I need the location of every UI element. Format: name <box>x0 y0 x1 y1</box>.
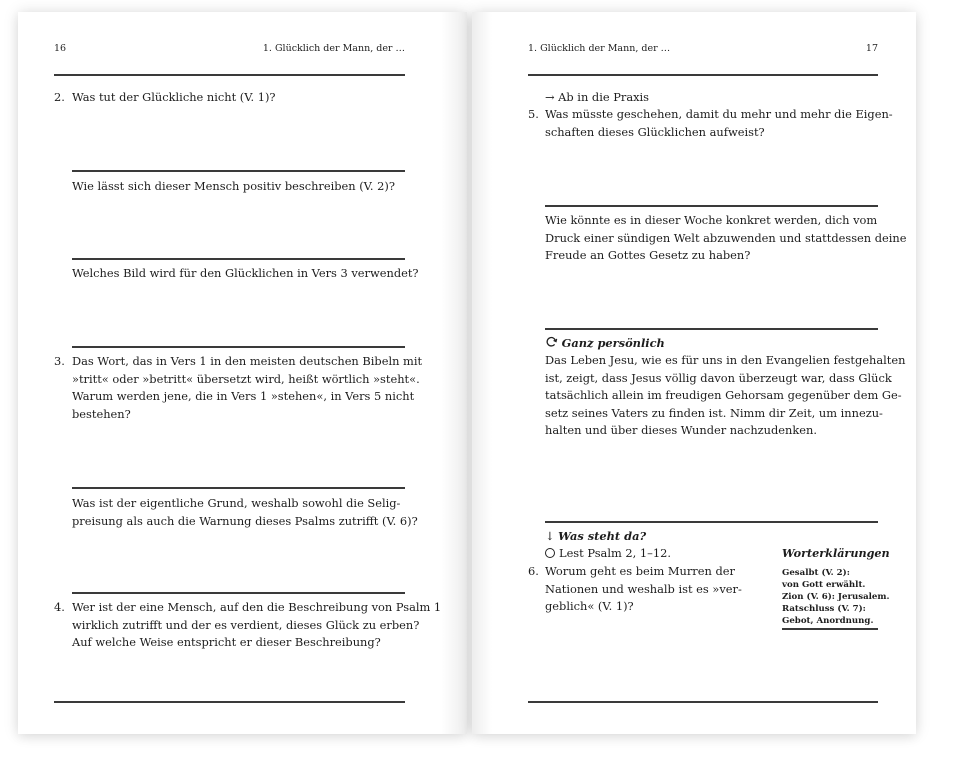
text-line: Freude an Gottes Gesetz zu haben? <box>545 248 751 262</box>
text-line: Druck einer sündigen Welt abzuwenden und stattdessen deine <box>545 230 907 245</box>
text-line: geblich« (V. 1)? <box>545 599 634 613</box>
gutter-shadow <box>472 12 492 734</box>
read-text: Lest Psalm 2, 1–12. <box>559 546 671 560</box>
text-line: bestehen? <box>72 406 131 421</box>
question-paragraph <box>545 563 742 616</box>
text-line: preisung als auch die Warnung dieses Psalms zutrifft (V. 6)? <box>72 513 418 528</box>
arrow-down-icon: ↓ <box>545 529 555 543</box>
text-line: schaften dieses Glücklichen aufweist? <box>545 124 765 139</box>
right-page <box>472 12 916 734</box>
question-paragraph <box>545 106 893 141</box>
praxis-heading-row <box>545 89 649 107</box>
page-number: 17 <box>865 43 878 54</box>
question-paragraph <box>72 353 422 423</box>
text-line: »tritt« oder »betritt« übersetzt wird, heißt wörtlich »steht«. <box>72 371 420 386</box>
question-paragraph <box>545 212 907 265</box>
question-number: 5. <box>528 107 539 121</box>
checkbox-circle[interactable] <box>545 548 555 558</box>
answer-line[interactable] <box>545 328 878 330</box>
left-page <box>18 12 467 734</box>
section-heading: Ab in die Praxis <box>558 90 650 104</box>
text-line: Nationen und weshalb ist es »ver- <box>545 581 742 596</box>
steht-heading-row <box>545 528 646 546</box>
glossary-title: Worterklärungen <box>782 546 890 560</box>
read-instruction <box>545 545 671 563</box>
text-line: Das Leben Jesu, wie es für uns in den Evangelien festgehalten <box>545 353 906 367</box>
section-heading: Was steht da? <box>558 529 647 543</box>
text-line: setz seines Vaters zu finden ist. Nimm dir Zeit, um innezu- <box>545 405 883 420</box>
header-rule <box>528 74 878 76</box>
question-paragraph <box>72 599 441 652</box>
text-line: Was ist der eigentliche Grund, weshalb sowohl die Selig- <box>72 496 401 510</box>
glossary-line: Gesalbt (V. 2): <box>782 568 850 578</box>
question-text: Wie lässt sich dieser Mensch positiv beschreiben (V. 2)? <box>72 179 395 193</box>
answer-line[interactable] <box>72 592 405 594</box>
answer-line[interactable] <box>72 258 405 260</box>
question-text: Was tut der Glückliche nicht (V. 1)? <box>72 90 276 104</box>
question-number: 3. <box>54 354 65 368</box>
personal-paragraph <box>545 352 905 440</box>
answer-line[interactable] <box>528 701 878 703</box>
glossary-line: Gebot, Anordnung. <box>782 616 874 626</box>
arrow-right-icon: → <box>545 90 555 104</box>
text-line: Warum werden jene, die in Vers 1 »stehen«, in Vers 5 nicht <box>72 389 415 403</box>
answer-line[interactable] <box>545 205 878 207</box>
glossary-line: von Gott erwählt. <box>782 580 866 590</box>
text-line: Wie könnte es in dieser Woche konkret werden, dich vom <box>545 213 878 227</box>
question-number: 6. <box>528 564 539 578</box>
text-line: ist, zeigt, dass Jesus völlig davon überzeugt war, dass Glück <box>545 370 892 385</box>
text-line: Was müsste geschehen, damit du mehr und mehr die Eigen- <box>545 107 893 121</box>
text-line: Auf welche Weise entspricht er dieser Beschreibung? <box>72 635 381 649</box>
gutter-shadow <box>441 12 467 734</box>
text-line: Das Wort, das in Vers 1 in den meisten deutschen Bibeln mit <box>72 354 423 368</box>
personal-heading-row <box>545 335 665 353</box>
text-line: Worum geht es beim Murren der <box>545 564 735 578</box>
section-rule <box>545 521 878 523</box>
glossary-list <box>782 567 889 627</box>
answer-line[interactable] <box>72 487 405 489</box>
answer-line[interactable] <box>54 701 405 703</box>
running-title: 1. Glücklich der Mann, der … <box>528 43 671 54</box>
text-line: Wer ist der eine Mensch, auf den die Beschreibung von Psalm 1 <box>72 600 442 614</box>
glossary-rule <box>782 628 878 630</box>
text-line: tatsächlich allein im freudigen Gehorsam gegenüber dem Ge- <box>545 388 902 402</box>
text-line: halten und über dieses Wunder nachzudenken. <box>545 423 817 437</box>
running-title: 1. Glücklich der Mann, der … <box>262 43 405 54</box>
glossary-line: Ratschluss (V. 7): <box>782 604 866 614</box>
page-number: 16 <box>54 43 67 54</box>
answer-line[interactable] <box>72 170 405 172</box>
question-number: 2. <box>54 90 65 104</box>
question-number: 4. <box>54 600 65 614</box>
question-text: Welches Bild wird für den Glücklichen in Vers 3 verwendet? <box>72 266 419 280</box>
glossary-line: Zion (V. 6): Jerusalem. <box>782 592 890 602</box>
answer-line[interactable] <box>72 346 405 348</box>
question-paragraph <box>72 495 418 530</box>
text-line: wirklich zutrifft und der es verdient, dieses Glück zu erben? <box>72 617 420 632</box>
header-rule <box>54 74 405 76</box>
refresh-icon <box>545 336 558 348</box>
section-heading: Ganz persönlich <box>561 336 665 350</box>
